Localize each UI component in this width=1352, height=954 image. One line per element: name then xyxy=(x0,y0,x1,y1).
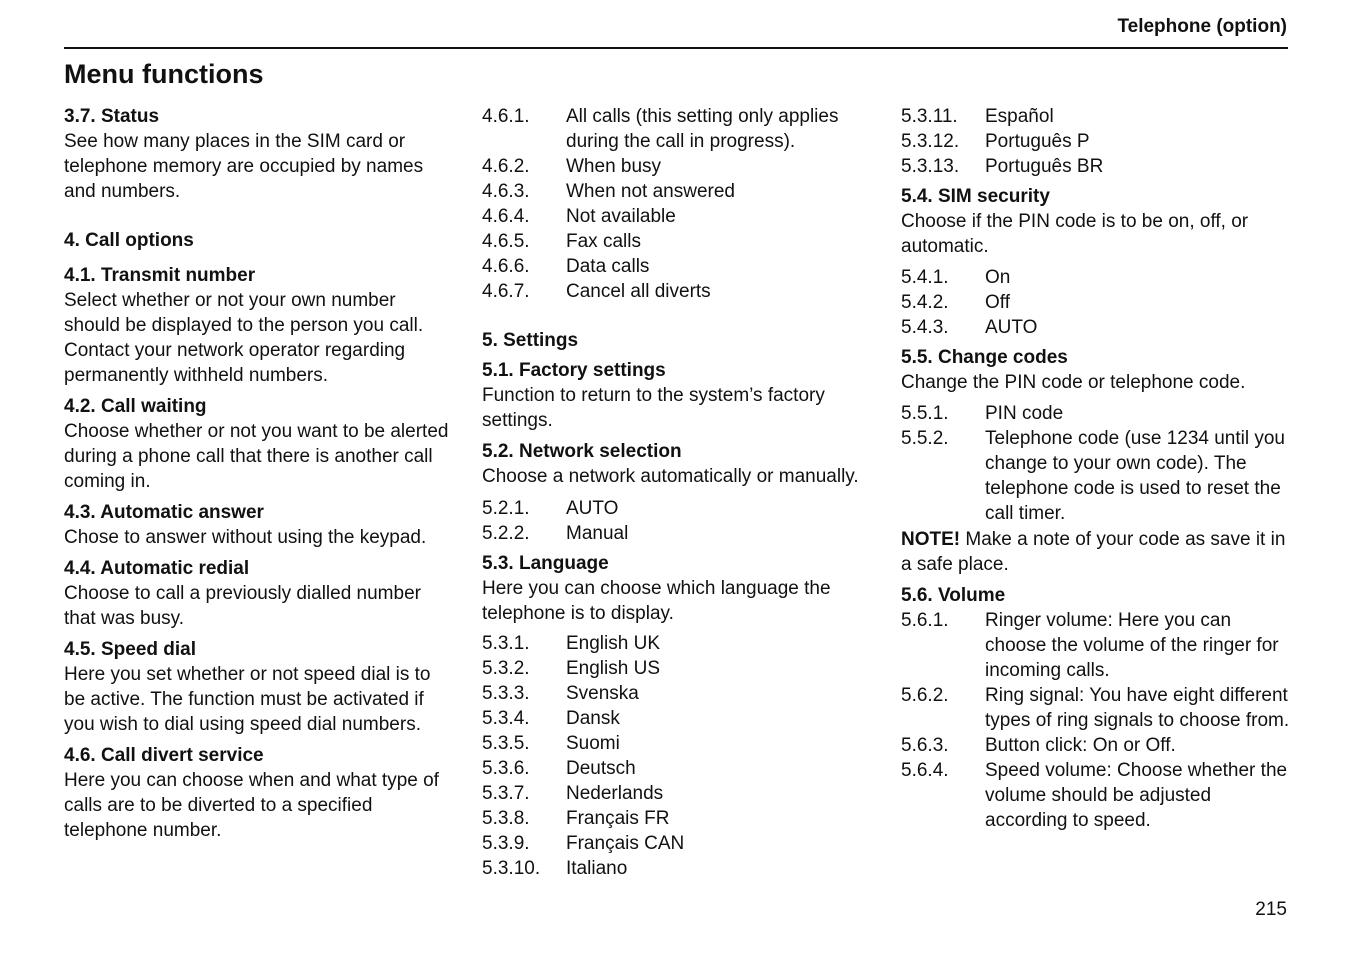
list-item xyxy=(482,656,872,681)
column-3 xyxy=(901,104,1291,833)
section-heading-5: 5. Settings xyxy=(482,330,579,351)
list-item xyxy=(482,254,872,279)
list-item-number: 5.3.9. xyxy=(482,833,530,854)
list-item-number: 5.3.7. xyxy=(482,783,530,804)
note-text: Make a note of your code as save it in a safe place. xyxy=(901,529,1286,575)
header-rule xyxy=(64,47,1288,49)
list-item-number: 5.2.1. xyxy=(482,498,530,519)
list-item-number: 5.6.4. xyxy=(901,760,949,781)
list-item-text: AUTO xyxy=(985,317,1038,338)
list-item-number: 4.6.3. xyxy=(482,181,530,202)
section-heading-3-7: 3.7. Status xyxy=(64,106,160,127)
list-item-text: Français CAN xyxy=(566,833,685,854)
volume-options-list xyxy=(901,608,1291,833)
section-text-5-2: Choose a network automatically or manually. xyxy=(482,466,859,487)
list-item-text: AUTO xyxy=(566,498,619,519)
language-options-list-continued xyxy=(901,104,1291,179)
section-text-5-5: Change the PIN code or telephone code. xyxy=(901,372,1246,393)
list-item xyxy=(901,426,1291,526)
list-item xyxy=(482,229,872,254)
list-item xyxy=(482,279,872,304)
list-item-number: 5.3.1. xyxy=(482,633,530,654)
section-heading-4-4: 4.4. Automatic redial xyxy=(64,558,250,579)
section-text-5-4: Choose if the PIN code is to be on, off, or automatic. xyxy=(901,211,1249,257)
sim-security-options-list xyxy=(901,265,1291,340)
list-item-number: 5.6.2. xyxy=(901,685,949,706)
list-item-number: 5.3.10. xyxy=(482,858,541,879)
list-item xyxy=(482,856,872,881)
list-item-number: 5.3.2. xyxy=(482,658,530,679)
section-heading-5-3: 5.3. Language xyxy=(482,553,609,574)
column-2 xyxy=(482,104,872,881)
list-item-number: 5.3.3. xyxy=(482,683,530,704)
list-item-text: Fax calls xyxy=(566,231,641,252)
list-item-text: Telephone code (use 1234 until you change to your own code). The telephone code is used to reset the call timer. xyxy=(985,428,1286,524)
list-item-text: PIN code xyxy=(985,403,1064,424)
list-item-text: Button click: On or Off. xyxy=(985,735,1176,756)
page-number: 215 xyxy=(1255,899,1287,920)
list-item xyxy=(482,179,872,204)
list-item-text: Português P xyxy=(985,131,1090,152)
list-item-text: Español xyxy=(985,106,1054,127)
list-item-text: Cancel all diverts xyxy=(566,281,711,302)
list-item xyxy=(901,104,1291,129)
list-item-text: Deutsch xyxy=(566,758,636,779)
section-heading-5-1: 5.1. Factory settings xyxy=(482,360,666,381)
list-item-text: Data calls xyxy=(566,256,650,277)
list-item-number: 5.4.1. xyxy=(901,267,949,288)
list-item-number: 5.3.13. xyxy=(901,156,960,177)
list-item-text: Français FR xyxy=(566,808,670,829)
list-item-text: When not answered xyxy=(566,181,735,202)
list-item-number: 5.3.4. xyxy=(482,708,530,729)
list-item xyxy=(901,290,1291,315)
list-item xyxy=(482,781,872,806)
header-section-title: Telephone (option) xyxy=(1117,16,1287,37)
list-item-number: 4.6.4. xyxy=(482,206,530,227)
list-item-text: English UK xyxy=(566,633,660,654)
section-heading-4-1: 4.1. Transmit number xyxy=(64,265,256,286)
list-item-text: Nederlands xyxy=(566,783,664,804)
page-title: Menu functions xyxy=(64,59,264,89)
list-item xyxy=(901,315,1291,340)
list-item xyxy=(482,496,872,521)
list-item-number: 5.5.2. xyxy=(901,428,949,449)
list-item-text: When busy xyxy=(566,156,662,177)
language-options-list xyxy=(482,631,872,881)
section-text-5-1: Function to return to the system’s factory settings. xyxy=(482,385,825,431)
list-item-number: 5.4.3. xyxy=(901,317,949,338)
list-item xyxy=(901,265,1291,290)
section-heading-5-2: 5.2. Network selection xyxy=(482,441,682,462)
list-item-text: Dansk xyxy=(566,708,620,729)
list-item-number: 5.3.8. xyxy=(482,808,530,829)
list-item-number: 5.3.5. xyxy=(482,733,530,754)
list-item xyxy=(901,154,1291,179)
list-item-number: 4.6.6. xyxy=(482,256,530,277)
list-item-number: 4.6.1. xyxy=(482,106,530,127)
section-heading-5-4: 5.4. SIM security xyxy=(901,186,1050,207)
list-item-text: Italiano xyxy=(566,858,628,879)
section-text-4-6: Here you can choose when and what type of calls are to be diverted to a specified telephone number. xyxy=(64,770,439,841)
list-item-number: 4.6.7. xyxy=(482,281,530,302)
section-text-4-2: Choose whether or not you want to be alerted during a phone call that there is another call coming in. xyxy=(64,421,449,492)
section-text-5-3: Here you can choose which language the telephone is to display. xyxy=(482,578,831,624)
list-item-number: 5.2.2. xyxy=(482,523,530,544)
section-heading-4-2: 4.2. Call waiting xyxy=(64,396,207,417)
section-heading-4-3: 4.3. Automatic answer xyxy=(64,502,264,523)
list-item xyxy=(901,758,1291,833)
list-item-number: 5.3.12. xyxy=(901,131,960,152)
list-item xyxy=(482,756,872,781)
list-item-text: All calls (this setting only applies during the call in progress). xyxy=(566,106,839,152)
list-item xyxy=(482,706,872,731)
section-heading-5-6: 5.6. Volume xyxy=(901,585,1006,606)
list-item-text: On xyxy=(985,267,1011,288)
section-text-4-1: Select whether or not your own number should be displayed to the person you call. Contact your network operator regarding permanently withheld numbers. xyxy=(64,290,424,386)
section-text-4-5: Here you set whether or not speed dial is to be active. The function must be activated if you wish to dial using speed dial numbers. xyxy=(64,664,431,735)
list-item xyxy=(901,683,1291,733)
list-item xyxy=(482,104,872,154)
list-item-text: Português BR xyxy=(985,156,1104,177)
note-label: NOTE! xyxy=(901,529,961,550)
list-item-number: 5.3.11. xyxy=(901,106,958,127)
list-item-text: Manual xyxy=(566,523,629,544)
list-item-text: Suomi xyxy=(566,733,620,754)
list-item-text: Ringer volume: Here you can choose the volume of the ringer for incoming calls. xyxy=(985,610,1279,681)
list-item-text: Ring signal: You have eight different types of ring signals to choose from. xyxy=(985,685,1290,731)
change-codes-options-list xyxy=(901,401,1291,526)
list-item xyxy=(901,129,1291,154)
list-item-number: 5.6.3. xyxy=(901,735,949,756)
section-heading-4: 4. Call options xyxy=(64,230,194,251)
note-paragraph xyxy=(901,527,1291,577)
list-item xyxy=(482,521,872,546)
list-item xyxy=(901,401,1291,426)
section-text-4-4: Choose to call a previously dialled number that was busy. xyxy=(64,583,421,629)
network-options-list xyxy=(482,496,872,546)
list-item-text: Off xyxy=(985,292,1010,313)
list-item xyxy=(482,631,872,656)
section-heading-4-6: 4.6. Call divert service xyxy=(64,745,264,766)
list-item-number: 5.3.6. xyxy=(482,758,530,779)
list-item xyxy=(482,154,872,179)
section-text-4-3: Chose to answer without using the keypad. xyxy=(64,527,427,548)
list-item xyxy=(901,608,1291,683)
section-text-3-7: See how many places in the SIM card or telephone memory are occupied by names and numbers. xyxy=(64,131,424,202)
list-item-text: Svenska xyxy=(566,683,639,704)
list-item-number: 5.4.2. xyxy=(901,292,949,313)
divert-options-list xyxy=(482,104,872,304)
list-item xyxy=(482,204,872,229)
list-item xyxy=(901,733,1291,758)
list-item xyxy=(482,806,872,831)
list-item xyxy=(482,831,872,856)
list-item xyxy=(482,681,872,706)
list-item-number: 5.6.1. xyxy=(901,610,949,631)
list-item-text: Not available xyxy=(566,206,676,227)
list-item-number: 4.6.2. xyxy=(482,156,530,177)
list-item-number: 4.6.5. xyxy=(482,231,530,252)
list-item-number: 5.5.1. xyxy=(901,403,949,424)
list-item-text: Speed volume: Choose whether the volume should be adjusted according to speed. xyxy=(985,760,1288,831)
section-heading-4-5: 4.5. Speed dial xyxy=(64,639,196,660)
column-1 xyxy=(64,104,449,843)
section-heading-5-5: 5.5. Change codes xyxy=(901,347,1068,368)
list-item xyxy=(482,731,872,756)
list-item-text: English US xyxy=(566,658,660,679)
